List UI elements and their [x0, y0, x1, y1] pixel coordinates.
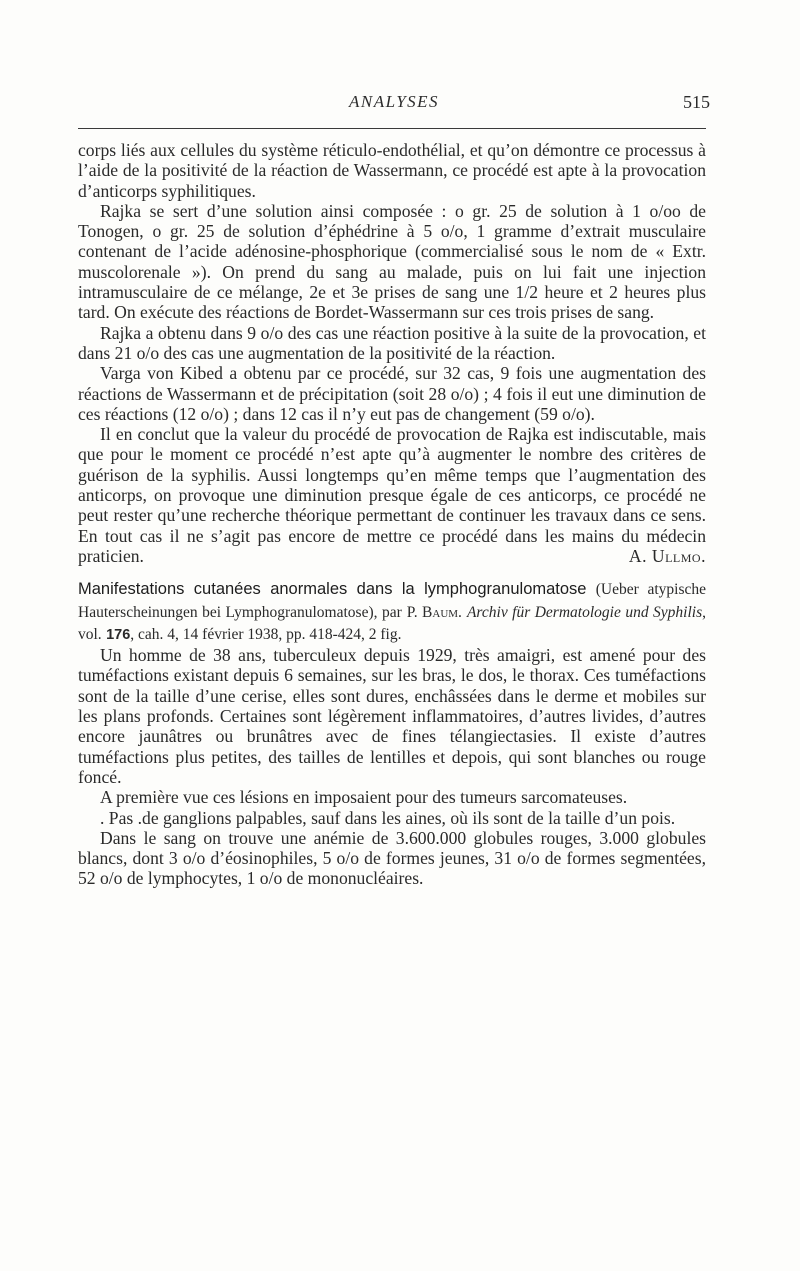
paragraph: Un homme de 38 ans, tuberculeux depuis 1929, très amaigri, est amené pour des tuméfactions existant depuis 6 semaines, sur les bras, le dos, le thorax. Ces tuméfactions sont de la taille d’une cerise, elles sont dures, enchâssées dans le derme et mobiles sur les plans profonds. Certaines sont légèrement inflammatoires, d’autres livides, d’autres encore jaunâtres ou brunâtres avec de fines télangiectasies. Il existe d’autres tuméfactions plus petites, des tailles de lentilles et depois, qui sont blanches ou rouge foncé. — [78, 645, 706, 787]
paragraph: . Pas .de ganglions palpables, sauf dans les aines, où ils sont de la taille d’un pois. — [100, 807, 676, 828]
page-number: 515 — [683, 92, 710, 112]
article-title: Manifestations cutanées anormales dans la lymphogranulomatose — [78, 580, 587, 599]
running-title: ANALYSES — [348, 92, 440, 111]
page-body — [78, 140, 706, 889]
header-rule — [78, 128, 706, 129]
paragraph: Rajka se sert d’une solution ainsi composée : o gr. 25 de solution à 1 o/oo de Tonogen, o gr. 25 de solution d’éphédrine à 5 o/o, 1 gramme d’extrait musculaire contenant de l’acide adénosine-phosphorique (commercialisé sous le nom de « Extr. muscolorenale »). On prend du sang au malade, puis on lui fait une injection intramusculaire de ce mélange, 2e et 3e prises de sang une 1/2 heure et 2 heures plus tard. On exécute des réactions de Bordet-Wassermann sur ces trois prises de sang. — [78, 200, 706, 323]
paragraph-with-signature — [78, 424, 706, 566]
volume-prefix: , vol. — [78, 603, 706, 643]
paragraph: Dans le sang on trouve une anémie de 3.600.000 globules rouges, 3.000 globules blancs, dont 3 o/o d’éosinophiles, 5 o/o de formes jeunes, 31 o/o de formes segmentées, 52 o/o de lymphocytes, 1 o/o de mononucléaires. — [78, 827, 706, 889]
original-title: (Ueber atypische Hauterscheinungen bei Lymphogranulomatose), par — [78, 581, 707, 621]
page-header — [78, 92, 710, 122]
paragraph: A première vue ces lésions en imposaient pour des tumeurs sarcomateuses. — [100, 787, 628, 808]
author-signature: A. Ullmo. — [628, 545, 706, 566]
article-heading — [78, 578, 706, 645]
issue-info: , cah. 4, 14 février 1938, pp. 418-424, 2 fig. — [130, 625, 402, 643]
volume-number: 176 — [106, 626, 131, 643]
paragraph: Rajka a obtenu dans 9 o/o des cas une réaction positive à la suite de la provocation, et dans 21 o/o des cas une augmentation de la positivité de la réaction. — [78, 322, 706, 363]
paragraph: corps liés aux cellules du système réticulo-endothélial, et qu’on démontre ce processus à l’aide de la positivité de la réaction de Wassermann, ce procédé est apte à la provocation d’anticorps syphilitiques. — [78, 140, 706, 201]
journal-name: Archiv für Dermatologie und Syphilis — [466, 603, 703, 621]
paragraph-text: Il en conclut que la valeur du procédé de provocation de Rajka est indiscutable, mais que pour le moment ce procédé n’est apte qu’à augmenter le nombre des critères de guérison de la syphilis. Aussi longtemps qu’en même temps que l’augmentation des anticorps, on provoque une diminution presque égale de ces anticorps, ce procédé ne peut rester qu’une recherche théorique permettant de continuer les travaux dans ce sens. En tout cas il ne s’agit pas encore de mettre ce procédé dans les mains du médecin praticien. — [78, 424, 706, 566]
article-author: P. Baum. — [406, 603, 462, 621]
paragraph: Varga von Kibed a obtenu par ce procédé, sur 32 cas, 9 fois une augmentation des réactions de Wassermann et de précipitation (soit 28 o/o) ; 4 fois il eut une diminution de ces réactions (12 o/o) ; dans 12 cas il n’y eut pas de changement (59 o/o). — [78, 363, 706, 424]
